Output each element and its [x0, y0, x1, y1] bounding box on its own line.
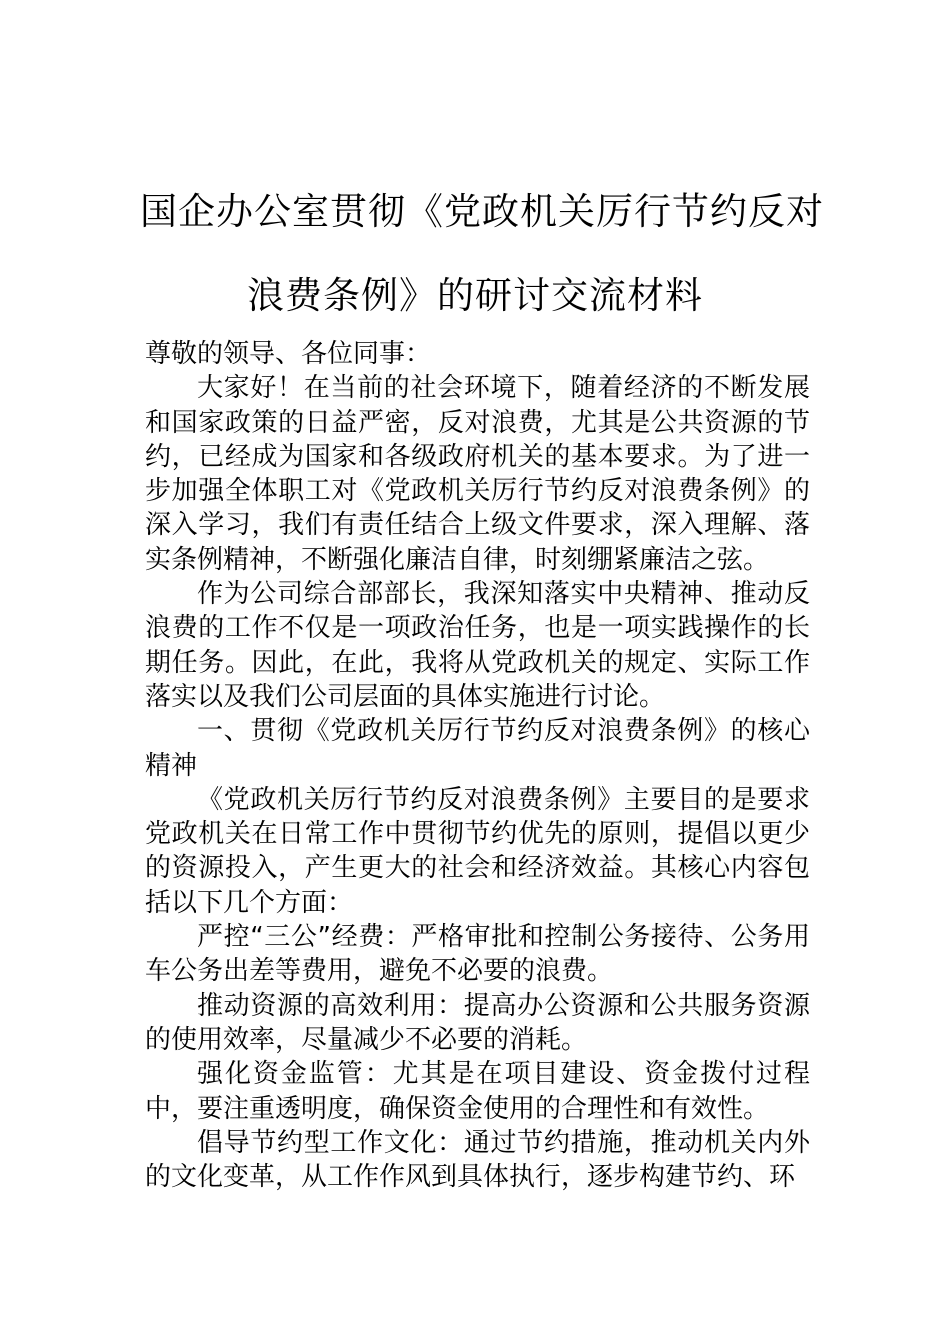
paragraph-frugal-culture: 倡导节约型工作文化：通过节约措施，推动机关内外的文化变革，从工作作风到具体执行，逐步构建节约、环 — [145, 1127, 810, 1193]
document-title — [140, 170, 824, 338]
paragraph-three-public-expenses: 严控“三公”经费：严格审批和控制公务接待、公务用车公务出差等费用，避免不必要的浪费。 — [145, 922, 810, 987]
paragraph-core-spirit: 《党政机关厉行节约反对浪费条例》主要目的是要求党政机关在日常工作中贯彻节约优先的原则，提倡以更少的资源投入，产生更大的社会和经济效益。其核心内容包括以下几个方面： — [145, 784, 810, 918]
title-line-1: 国企办公室贯彻《党政机关厉行节约反对 — [140, 190, 824, 233]
paragraph-greeting: 大家好！在当前的社会环境下，随着经济的不断发展和国家政策的日益严密，反对浪费，尤其是公共资源的节约，已经成为国家和各级政府机关的基本要求。为了进一步加强全体职工对《党政机关厉行节约反对浪费条例》的深入学习，我们有责任结合上级文件要求，深入理解、落实条例精神，不断强化廉洁自律，时刻绷紧廉洁之弦。 — [145, 373, 810, 575]
document-body — [145, 337, 810, 1194]
salutation: 尊敬的领导、各位同事： — [145, 339, 432, 369]
title-line-2: 浪费条例》的研讨交流材料 — [247, 274, 703, 317]
section-heading-1: 一、贯彻《党政机关厉行节约反对浪费条例》的核心精神 — [145, 716, 810, 781]
paragraph-resource-efficiency: 推动资源的高效利用：提高办公资源和公共服务资源的使用效率，尽量减少不必要的消耗。 — [145, 990, 810, 1055]
paragraph-role: 作为公司综合部部长，我深知落实中央精神、推动反浪费的工作不仅是一项政治任务，也是一项实践操作的长期任务。因此，在此，我将从党政机关的规定、实际工作落实以及我们公司层面的具体实施进行讨论。 — [145, 579, 810, 712]
paragraph-fund-supervision: 强化资金监管：尤其是在项目建设、资金拨付过程中，要注重透明度，确保资金使用的合理性和有效性。 — [145, 1059, 810, 1124]
